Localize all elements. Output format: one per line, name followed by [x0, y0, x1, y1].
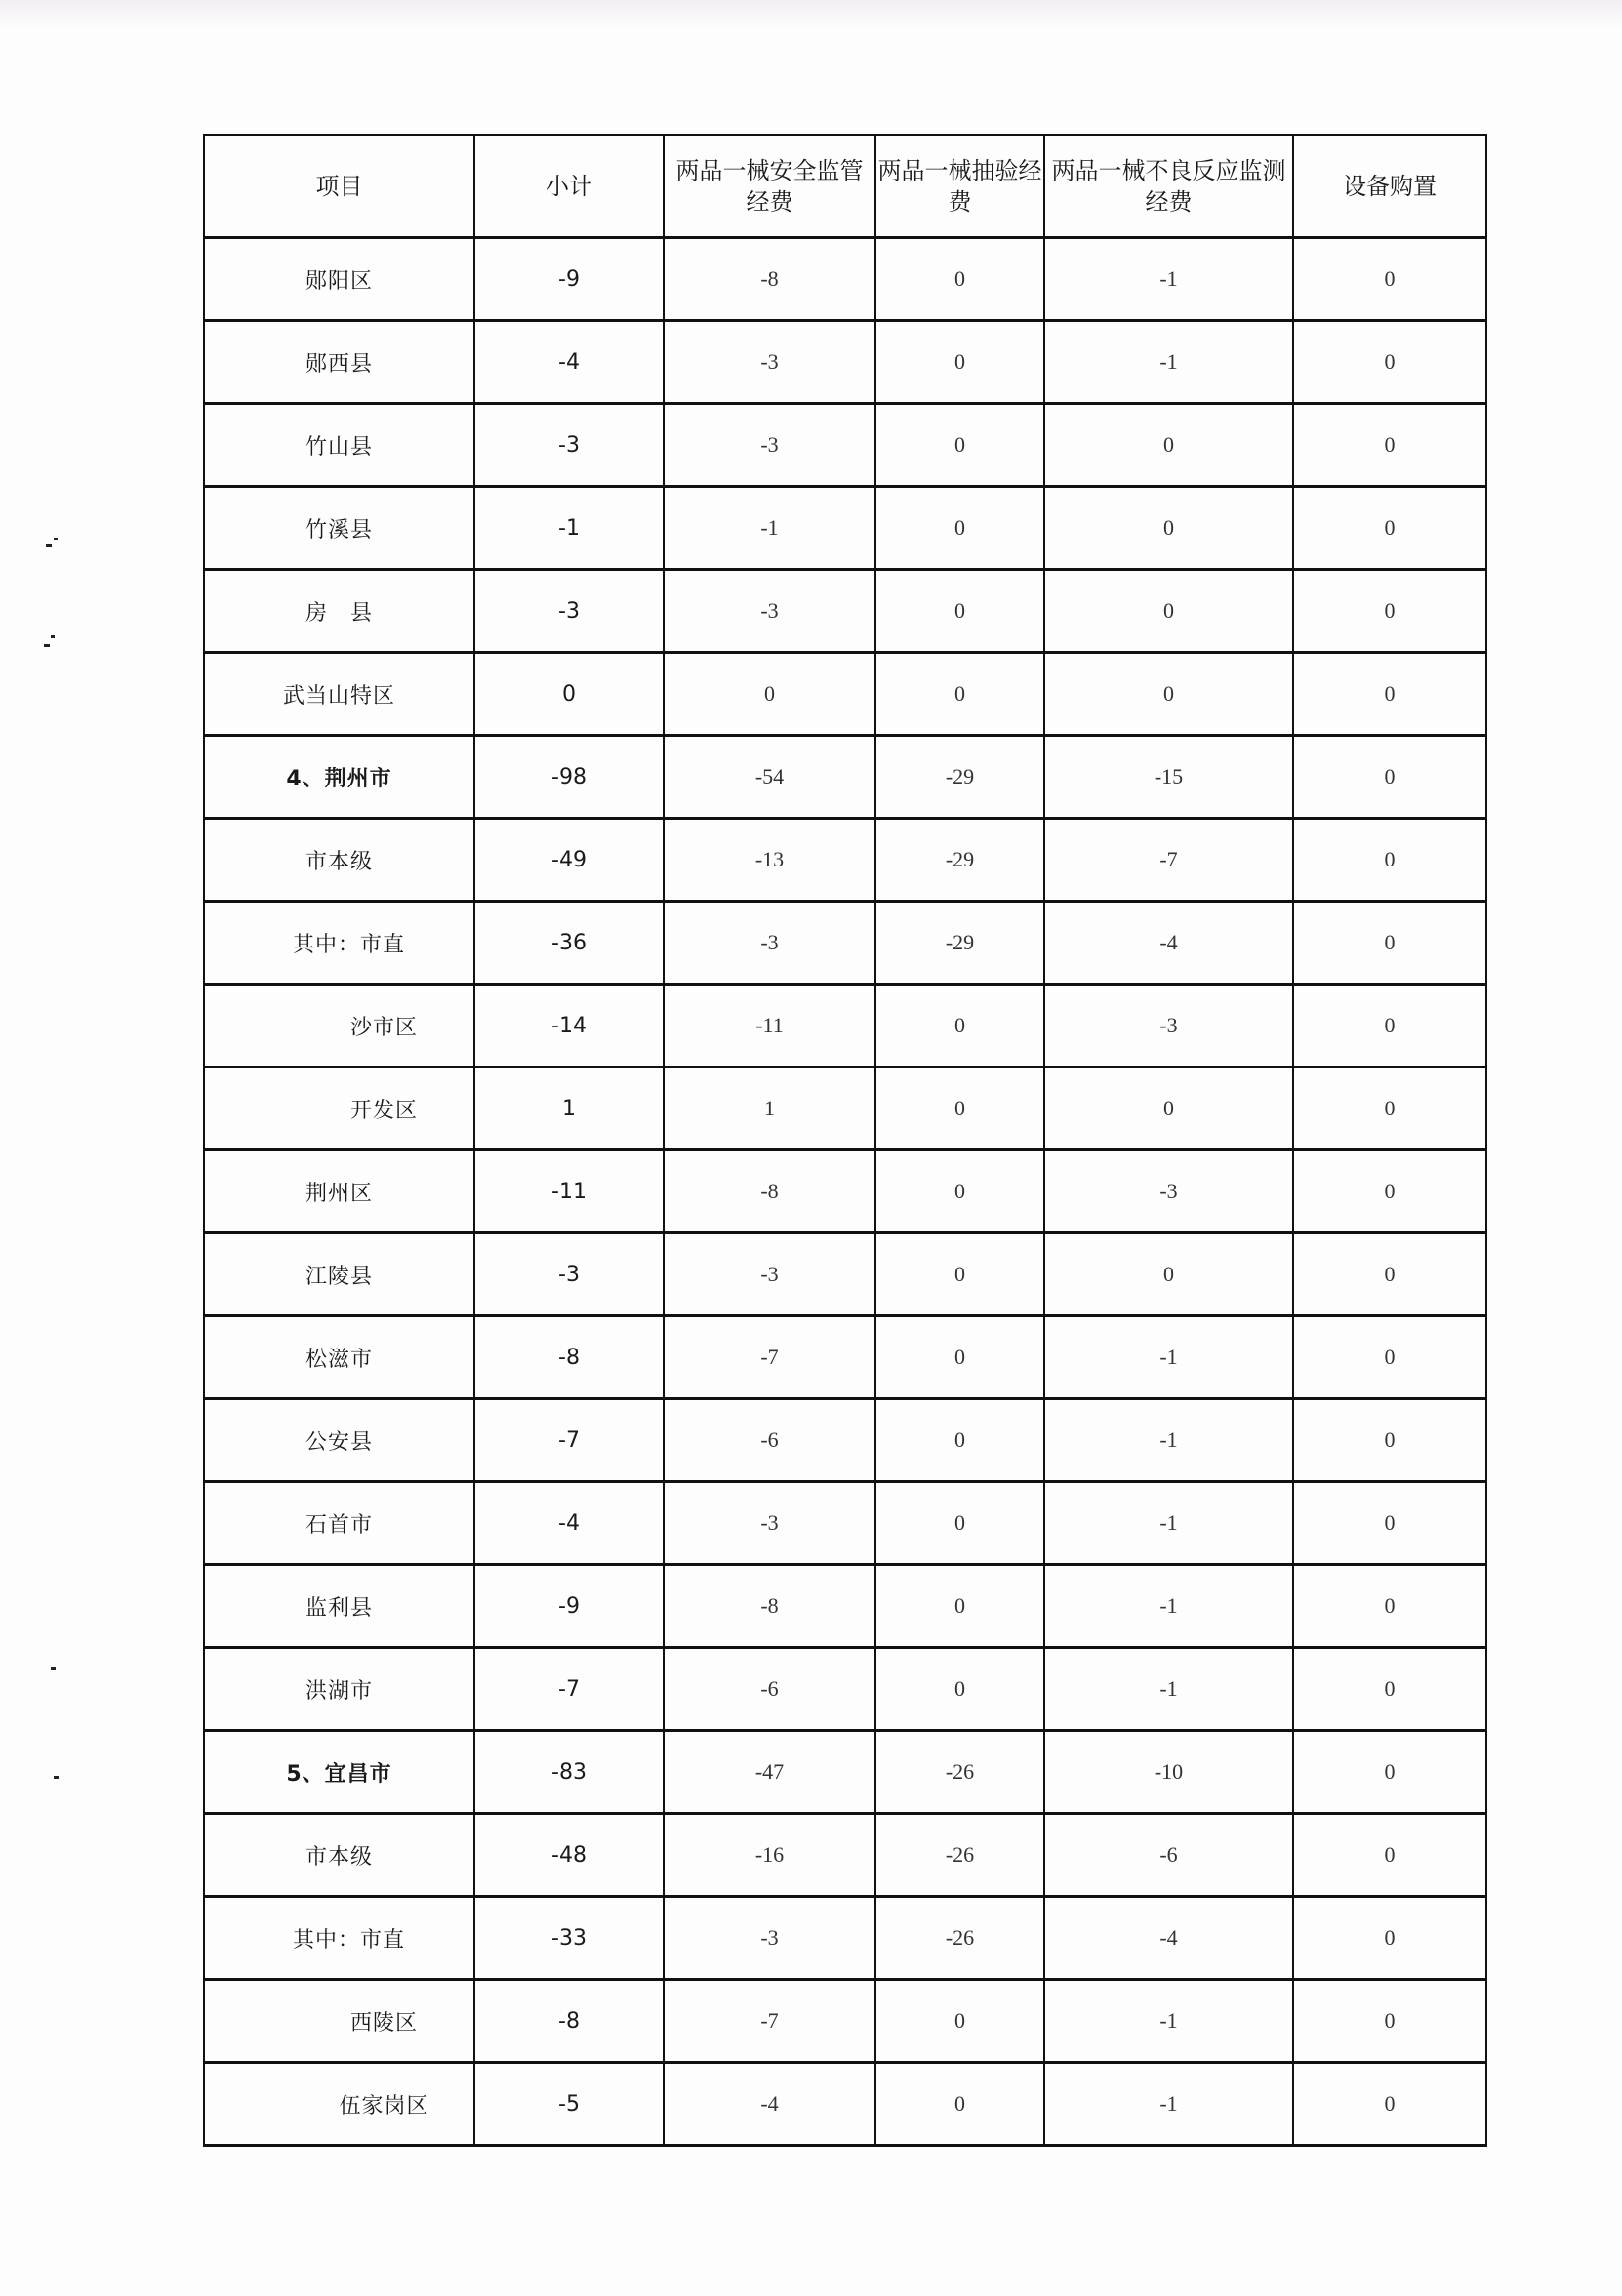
row-name: 伍家岗区 [204, 2063, 474, 2146]
cell-subtotal: -11 [474, 1150, 664, 1233]
cell-equipment: 0 [1293, 1150, 1486, 1233]
cell-subtotal: -5 [474, 2063, 664, 2146]
cell-equipment: 0 [1293, 1648, 1486, 1731]
cell-equipment: 0 [1293, 653, 1486, 736]
cell-safety-supervision: -47 [664, 1731, 875, 1814]
cell-subtotal: -49 [474, 819, 664, 902]
table-header-row [204, 135, 1486, 238]
row-name: 其中：市直 [204, 902, 474, 985]
table-row [204, 1565, 1486, 1648]
row-name: 其中：市直 [204, 1897, 474, 1980]
cell-adverse-reaction: -1 [1044, 1980, 1293, 2063]
table-row [204, 321, 1486, 404]
cell-equipment: 0 [1293, 1067, 1486, 1150]
row-name: 郧阳区 [204, 238, 474, 321]
table-row [204, 1067, 1486, 1150]
table-row [204, 487, 1486, 570]
table-row [204, 1316, 1486, 1399]
cell-safety-supervision: -7 [664, 1980, 875, 2063]
table-row [204, 1731, 1486, 1814]
cell-subtotal: -7 [474, 1648, 664, 1731]
table-row [204, 819, 1486, 902]
row-name: 公安县 [204, 1399, 474, 1482]
scan-top-shade [0, 0, 1622, 29]
cell-safety-supervision: -3 [664, 1897, 875, 1980]
cell-sampling: -29 [875, 819, 1044, 902]
row-name: 4、荆州市 [204, 736, 474, 819]
row-name: 洪湖市 [204, 1648, 474, 1731]
header-equipment: 设备购置 [1293, 135, 1486, 238]
cell-safety-supervision: -8 [664, 1565, 875, 1648]
cell-sampling: 0 [875, 653, 1044, 736]
cell-subtotal: -33 [474, 1897, 664, 1980]
table-row [204, 653, 1486, 736]
margin-mark [54, 1776, 59, 1779]
cell-subtotal: -9 [474, 1565, 664, 1648]
cell-safety-supervision: -8 [664, 1150, 875, 1233]
cell-subtotal: -48 [474, 1814, 664, 1897]
cell-sampling: 0 [875, 238, 1044, 321]
row-name: 市本级 [204, 819, 474, 902]
cell-adverse-reaction: -7 [1044, 819, 1293, 902]
table-row [204, 1897, 1486, 1980]
table-row [204, 902, 1486, 985]
cell-subtotal: -4 [474, 321, 664, 404]
table-row [204, 238, 1486, 321]
cell-sampling: 0 [875, 1233, 1044, 1316]
table-row [204, 570, 1486, 653]
cell-adverse-reaction: -10 [1044, 1731, 1293, 1814]
cell-subtotal: -14 [474, 985, 664, 1067]
cell-sampling: -26 [875, 1731, 1044, 1814]
cell-equipment: 0 [1293, 321, 1486, 404]
cell-subtotal: -8 [474, 1980, 664, 2063]
cell-sampling: 0 [875, 1482, 1044, 1565]
cell-adverse-reaction: -15 [1044, 736, 1293, 819]
cell-safety-supervision: -8 [664, 238, 875, 321]
cell-safety-supervision: -7 [664, 1316, 875, 1399]
cell-sampling: 0 [875, 2063, 1044, 2146]
cell-sampling: 0 [875, 1565, 1044, 1648]
row-name: 西陵区 [204, 1980, 474, 2063]
cell-safety-supervision: 0 [664, 653, 875, 736]
cell-adverse-reaction: -4 [1044, 1897, 1293, 1980]
cell-equipment: 0 [1293, 570, 1486, 653]
cell-subtotal: -3 [474, 1233, 664, 1316]
header-adverse-reaction: 两品一械不良反应监测经费 [1044, 135, 1293, 238]
cell-subtotal: -3 [474, 404, 664, 487]
margin-mark [51, 635, 55, 638]
cell-sampling: 0 [875, 487, 1044, 570]
row-name: 市本级 [204, 1814, 474, 1897]
table-row [204, 985, 1486, 1067]
cell-safety-supervision: -11 [664, 985, 875, 1067]
row-name: 监利县 [204, 1565, 474, 1648]
cell-adverse-reaction: -1 [1044, 1399, 1293, 1482]
cell-adverse-reaction: 0 [1044, 404, 1293, 487]
table-row [204, 1648, 1486, 1731]
cell-sampling: -29 [875, 902, 1044, 985]
cell-equipment: 0 [1293, 1482, 1486, 1565]
header-subtotal: 小计 [474, 135, 664, 238]
cell-equipment: 0 [1293, 1399, 1486, 1482]
table-row [204, 2063, 1486, 2146]
cell-subtotal: -36 [474, 902, 664, 985]
cell-subtotal: -7 [474, 1399, 664, 1482]
margin-mark [51, 1667, 56, 1670]
cell-safety-supervision: -1 [664, 487, 875, 570]
cell-equipment: 0 [1293, 2063, 1486, 2146]
cell-subtotal: -9 [474, 238, 664, 321]
cell-adverse-reaction: -6 [1044, 1814, 1293, 1897]
cell-equipment: 0 [1293, 1980, 1486, 2063]
cell-equipment: 0 [1293, 238, 1486, 321]
cell-safety-supervision: -3 [664, 902, 875, 985]
cell-adverse-reaction: 0 [1044, 570, 1293, 653]
cell-safety-supervision: -3 [664, 1482, 875, 1565]
cell-sampling: -26 [875, 1897, 1044, 1980]
cell-adverse-reaction: 0 [1044, 653, 1293, 736]
cell-safety-supervision: -3 [664, 404, 875, 487]
cell-equipment: 0 [1293, 902, 1486, 985]
cell-subtotal: -3 [474, 570, 664, 653]
cell-subtotal: -4 [474, 1482, 664, 1565]
row-name: 江陵县 [204, 1233, 474, 1316]
row-name: 房 县 [204, 570, 474, 653]
cell-subtotal: -83 [474, 1731, 664, 1814]
cell-sampling: 0 [875, 570, 1044, 653]
cell-safety-supervision: -3 [664, 321, 875, 404]
cell-sampling: 0 [875, 321, 1044, 404]
cell-adverse-reaction: -3 [1044, 1150, 1293, 1233]
table-row [204, 1482, 1486, 1565]
header-safety-supervision: 两品一械安全监管经费 [664, 135, 875, 238]
table-body [204, 238, 1486, 2146]
cell-equipment: 0 [1293, 1814, 1486, 1897]
cell-sampling: 0 [875, 1067, 1044, 1150]
cell-adverse-reaction: -1 [1044, 1482, 1293, 1565]
cell-sampling: 0 [875, 1316, 1044, 1399]
cell-sampling: -26 [875, 1814, 1044, 1897]
cell-safety-supervision: 1 [664, 1067, 875, 1150]
table-row [204, 1980, 1486, 2063]
cell-equipment: 0 [1293, 1897, 1486, 1980]
row-name: 沙市区 [204, 985, 474, 1067]
table-row [204, 1814, 1486, 1897]
cell-safety-supervision: -13 [664, 819, 875, 902]
cell-subtotal: -8 [474, 1316, 664, 1399]
cell-safety-supervision: -54 [664, 736, 875, 819]
cell-sampling: 0 [875, 1150, 1044, 1233]
cell-equipment: 0 [1293, 1233, 1486, 1316]
cell-safety-supervision: -3 [664, 1233, 875, 1316]
cell-sampling: 0 [875, 985, 1044, 1067]
row-name: 荆州区 [204, 1150, 474, 1233]
cell-adverse-reaction: 0 [1044, 1067, 1293, 1150]
cell-subtotal: -1 [474, 487, 664, 570]
cell-equipment: 0 [1293, 1731, 1486, 1814]
cell-subtotal: -98 [474, 736, 664, 819]
cell-safety-supervision: -3 [664, 570, 875, 653]
header-item: 项目 [204, 135, 474, 238]
cell-sampling: 0 [875, 404, 1044, 487]
cell-equipment: 0 [1293, 985, 1486, 1067]
cell-safety-supervision: -6 [664, 1399, 875, 1482]
row-name: 松滋市 [204, 1316, 474, 1399]
row-name: 竹溪县 [204, 487, 474, 570]
row-name: 武当山特区 [204, 653, 474, 736]
row-name: 石首市 [204, 1482, 474, 1565]
cell-sampling: 0 [875, 1980, 1044, 2063]
cell-adverse-reaction: 0 [1044, 487, 1293, 570]
table-row [204, 1150, 1486, 1233]
cell-subtotal: 1 [474, 1067, 664, 1150]
cell-adverse-reaction: -1 [1044, 1565, 1293, 1648]
cell-subtotal: 0 [474, 653, 664, 736]
cell-safety-supervision: -4 [664, 2063, 875, 2146]
cell-equipment: 0 [1293, 1565, 1486, 1648]
cell-adverse-reaction: -1 [1044, 1648, 1293, 1731]
cell-equipment: 0 [1293, 487, 1486, 570]
cell-adverse-reaction: -1 [1044, 321, 1293, 404]
header-sampling: 两品一械抽验经费 [875, 135, 1044, 238]
cell-adverse-reaction: -4 [1044, 902, 1293, 985]
cell-equipment: 0 [1293, 736, 1486, 819]
margin-mark [54, 538, 58, 540]
row-name: 郧西县 [204, 321, 474, 404]
table-row [204, 1399, 1486, 1482]
cell-adverse-reaction: -1 [1044, 1316, 1293, 1399]
cell-sampling: 0 [875, 1399, 1044, 1482]
budget-adjustment-table [203, 134, 1487, 2147]
table-row [204, 736, 1486, 819]
cell-sampling: 0 [875, 1648, 1044, 1731]
cell-adverse-reaction: -1 [1044, 2063, 1293, 2146]
row-name: 开发区 [204, 1067, 474, 1150]
cell-safety-supervision: -6 [664, 1648, 875, 1731]
cell-equipment: 0 [1293, 404, 1486, 487]
margin-mark [44, 644, 50, 647]
cell-adverse-reaction: -1 [1044, 238, 1293, 321]
row-name: 5、宜昌市 [204, 1731, 474, 1814]
cell-sampling: -29 [875, 736, 1044, 819]
cell-equipment: 0 [1293, 1316, 1486, 1399]
cell-adverse-reaction: 0 [1044, 1233, 1293, 1316]
margin-mark [46, 544, 52, 547]
cell-adverse-reaction: -3 [1044, 985, 1293, 1067]
cell-safety-supervision: -16 [664, 1814, 875, 1897]
cell-equipment: 0 [1293, 819, 1486, 902]
row-name: 竹山县 [204, 404, 474, 487]
table-row [204, 1233, 1486, 1316]
table-row [204, 404, 1486, 487]
